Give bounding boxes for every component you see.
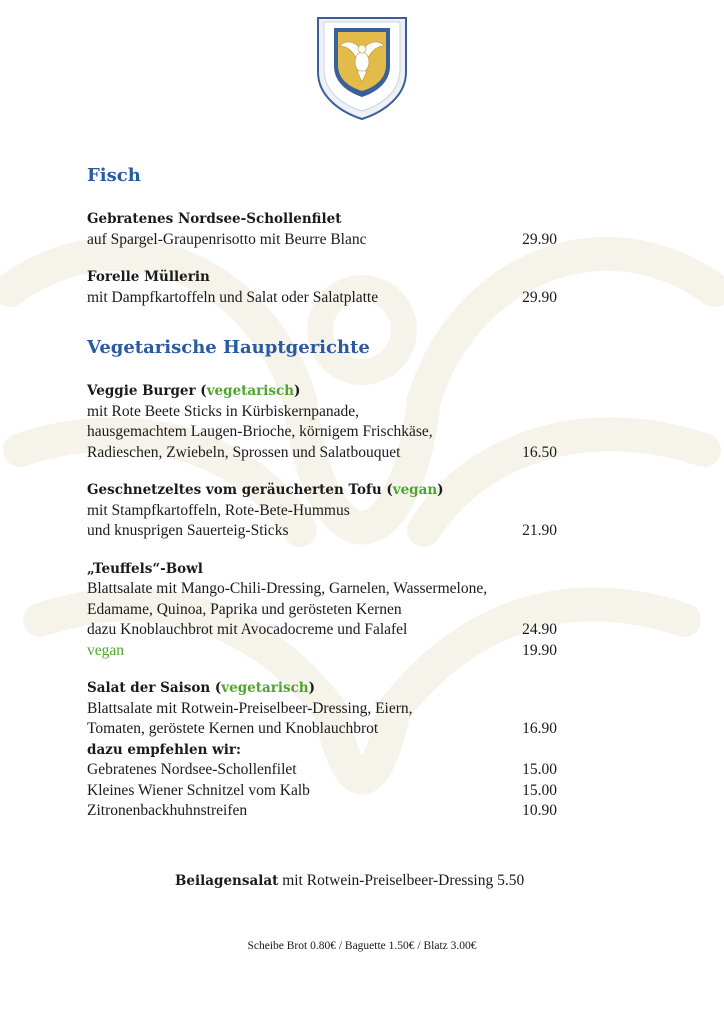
vegan-option-price: 19.90 [522, 641, 557, 659]
bread-note: Scheibe Brot 0.80€ / Baguette 1.50€ / Blatz 3.00€ [247, 940, 477, 952]
dish-price: 29.90 [522, 288, 557, 306]
diet-tag: vegetarisch [221, 680, 309, 696]
addon-price: 15.00 [522, 781, 557, 799]
addon-price: 15.00 [522, 761, 557, 778]
dish-name: Salat der Saison (vegetarisch) [87, 680, 316, 696]
section-title-vegetarisch: Vegetarische Hauptgerichte [87, 337, 370, 358]
dish-description: mit Rote Beete Sticks in Kürbiskernpanade, [87, 402, 360, 420]
addon-name: Zitronenbackhuhnstreifen [87, 802, 248, 819]
dish-teuffels-bowl [87, 559, 557, 662]
dish-name: Geschnetzeltes vom geräucherten Tofu (vegan) [87, 482, 444, 498]
dish-description: dazu Knoblauchbrot mit Avocadocreme und Falafel [87, 621, 408, 638]
side-salad-name: Beilagensalat [175, 873, 279, 889]
dish-description: auf Spargel-Graupenrisotto mit Beurre Blanc [87, 230, 367, 248]
dish-forelle [87, 267, 557, 308]
dish-name: „Teuffels“-Bowl [87, 560, 203, 577]
side-salad [175, 872, 524, 890]
dish-veggie-burger [87, 381, 557, 463]
dish-description: Radieschen, Zwiebeln, Sprossen und Salatbouquet [87, 443, 401, 461]
dish-description: Blattsalate mit Mango-Chili-Dressing, Garnelen, Wassermelone, [87, 580, 488, 597]
dish-scholle [87, 209, 557, 250]
side-salad-description: mit Rotwein-Preiselbeer-Dressing [282, 872, 494, 889]
dish-name: Forelle Müllerin [87, 269, 210, 285]
dish-description: Edamame, Quinoa, Paprika und gerösteten Kernen [87, 600, 402, 618]
dish-description: Blattsalate mit Rotwein-Preiselbeer-Dressing, Eiern, [87, 699, 413, 717]
dish-price: 29.90 [522, 230, 557, 248]
menu-content [87, 165, 557, 839]
addon-price: 10.90 [522, 802, 557, 819]
crest-logo [316, 16, 408, 120]
dish-name: Gebratenes Nordsee-Schollenfilet [87, 211, 342, 227]
dish-name: Veggie Burger (vegetarisch) [87, 383, 301, 399]
dish-description: hausgemachtem Laugen-Brioche, körnigem Frischkäse, [87, 423, 433, 440]
dish-description: mit Stampfkartoffeln, Rote-Bete-Hummus [87, 501, 350, 519]
dish-description: und knusprigen Sauerteig-Sticks [87, 522, 289, 539]
addon-name: Kleines Wiener Schnitzel vom Kalb [87, 781, 310, 799]
diet-tag: vegan [392, 482, 438, 498]
recommend-label: dazu empfehlen wir: [87, 741, 241, 758]
diet-tag: vegetarisch [206, 383, 295, 399]
vegan-option-label: vegan [87, 641, 125, 659]
dish-salat-der-saison [87, 678, 557, 822]
addon-name: Gebratenes Nordsee-Schollenfilet [87, 761, 297, 778]
dish-price: 24.90 [522, 621, 557, 638]
section-title-fisch: Fisch [87, 165, 141, 186]
dish-description: Tomaten, geröstete Kernen und Knoblauchbrot [87, 720, 379, 737]
dish-price: 21.90 [522, 522, 557, 539]
dish-tofu [87, 480, 557, 542]
dish-price: 16.90 [522, 720, 557, 737]
dish-description: mit Dampfkartoffeln und Salat oder Salatplatte [87, 288, 379, 306]
side-salad-price: 5.50 [497, 872, 525, 889]
dish-price: 16.50 [522, 443, 557, 461]
